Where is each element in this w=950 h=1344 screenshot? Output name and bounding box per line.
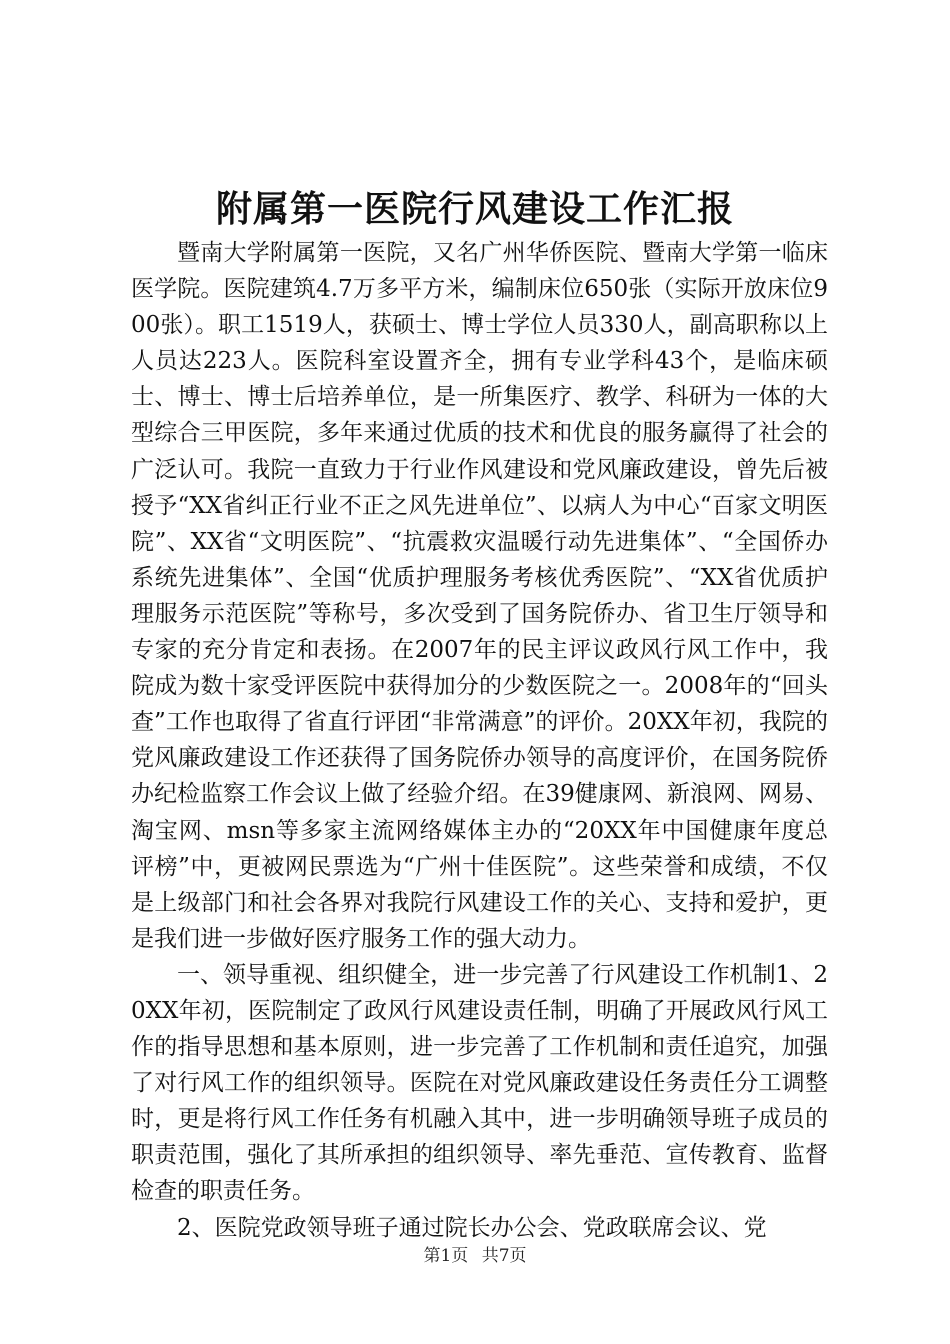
paragraph-intro: 暨南大学附属第一医院，又名广州华侨医院、暨南大学第一临床医学院。医院建筑4.7万多平方米，编制床位650张（实际开放床位900张）。职工1519人，获硕士、博士学位人员330人，副高职称以上人员达223人。医院科室设置齐全，拥有专业学科43个，是临床硕士、博士、博士后培养单位，是一所集医疗、教学、科研为一体的大型综合三甲医院，多年来通过优质的技术和优良的服务赢得了社会的广泛认可。我院一直致力于行业作风建设和党风廉政建设，曾先后被授予“XX省纠正行业不正之风先进单位”、以病人为中心“百家文明医院”、XX省“文明医院”、“抗震救灾温暖行动先进集体”、“全国侨办系统先进集体”、全国“优质护理服务考核优秀医院”、“XX省优质护理服务示范医院”等称号，多次受到了国务院侨办、省卫生厅领导和专家的充分肯定和表扬。在2007年的民主评议政风行风工作中，我院成为数十家受评医院中获得加分的少数医院之一。2008年的“回头查”工作也取得了省直行评团“非常满意”的评价。20XX年初，我院的党风廉政建设工作还获得了国务院侨办领导的高度评价，在国务院侨办纪检监察工作会议上做了经验介绍。在39健康网、新浪网、网易、淘宝网、msn等多家主流网络媒体主办的“20XX年中国健康年度总评榜”中，更被网民票选为“广州十佳医院”。这些荣誉和成绩，不仅是上级部门和社会各界对我院行风建设工作的关心、支持和爱护，更是我们进一步做好医疗服务工作的强大动力。 — [131, 240, 828, 952]
page-number: 第1页 — [423, 1246, 469, 1266]
paragraph-section-one: 一、领导重视、组织健全，进一步完善了行风建设工作机制1、20XX年初，医院制定了政风行风建设责任制，明确了开展政风行风工作的指导思想和基本原则，进一步完善了工作机制和责任追究，加强了对行风工作的组织领导。医院在对党风廉政建设任务责任分工调整时，更是将行风工作任务有机融入其中，进一步明确领导班子成员的职责范围，强化了其所承担的组织领导、率先垂范、宣传教育、监督检查的职责任务。 — [131, 961, 828, 1205]
document-body — [131, 235, 828, 1246]
paragraph-item-two: 2、医院党政领导班子通过院长办公会、党政联席会议、党 — [177, 1214, 767, 1241]
page-footer — [0, 1245, 950, 1267]
document-title: 附属第一医院行风建设工作汇报 — [215, 188, 734, 230]
page-total: 共7页 — [481, 1246, 527, 1266]
